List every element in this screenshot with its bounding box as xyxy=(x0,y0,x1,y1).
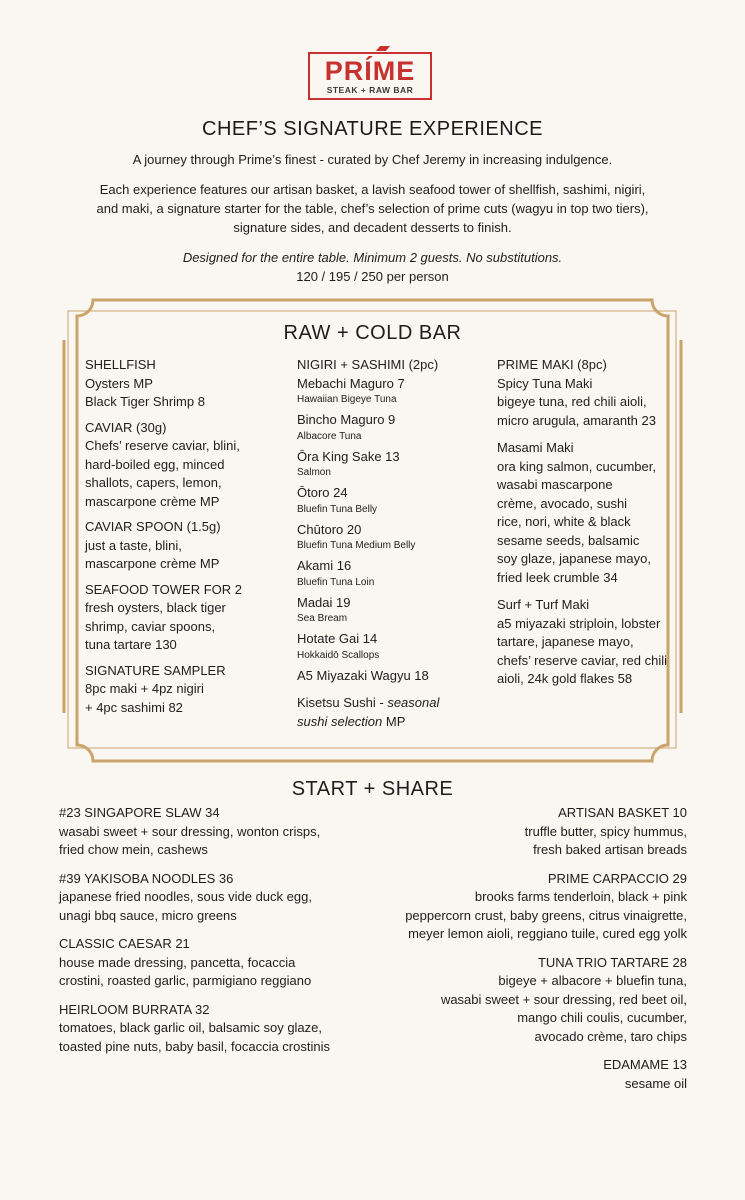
kisetsu-name: Kisetsu Sushi - xyxy=(297,695,384,710)
start-share-left-column xyxy=(59,804,389,1066)
menu-item-description: rice, nori, white & black xyxy=(497,514,631,529)
nigiri-item xyxy=(297,594,487,627)
menu-item-description: Black Tiger Shrimp 8 xyxy=(85,394,205,409)
nigiri-item xyxy=(297,375,487,408)
menu-item-description: just a taste, blini, xyxy=(85,537,182,553)
raw-bar-shellfish-column xyxy=(85,356,270,724)
nigiri-name: Hotate Gai 14 xyxy=(297,631,378,646)
nigiri-subtitle: Bluefin Tuna Loin xyxy=(297,576,375,588)
menu-item-name: #23 SINGAPORE SLAW 34 xyxy=(59,805,220,820)
menu-item-name: #39 YAKISOBA NOODLES 36 xyxy=(59,870,234,886)
nigiri-name: Ōtoro 24 xyxy=(297,485,348,500)
menu-item-description: aioli, 24k gold flakes 58 xyxy=(497,671,633,686)
menu-item-description: shallots, capers, lemon, xyxy=(85,475,222,490)
menu-item-description: wasabi sweet + sour dressing, red beet oil, xyxy=(440,991,687,1007)
nigiri-name: Bincho Maguro 9 xyxy=(297,412,396,427)
menu-item-description: micro arugula, amaranth 23 xyxy=(497,412,656,428)
menu-item-description: house made dressing, pancetta, focaccia xyxy=(59,954,296,970)
intro-text: A journey through Prime’s finest - curated by Chef Jeremy in increasing indulgence. xyxy=(132,152,613,167)
menu-item-name: PRIME CARPACCIO 29 xyxy=(547,870,687,886)
menu-item-description: 8pc maki + 4pz nigiri xyxy=(85,681,204,696)
menu-item-description: mascarpone crème MP xyxy=(85,556,220,571)
menu-item-description: + 4pc sashimi 82 xyxy=(85,699,183,715)
starter-item xyxy=(59,804,389,860)
starter-item xyxy=(347,804,687,860)
kisetsu-price: MP xyxy=(385,713,406,729)
menu-item-name: Surf + Turf Maki xyxy=(497,597,590,612)
menu-item-name: Spicy Tuna Maki xyxy=(497,375,593,391)
starter-item xyxy=(347,954,687,1047)
menu-item-name: TUNA TRIO TARTARE 28 xyxy=(537,954,687,970)
menu-item-name: ARTISAN BASKET 10 xyxy=(558,805,687,820)
raw-bar-title: RAW + COLD BAR xyxy=(283,322,462,344)
nigiri-subtitle: Sea Bream xyxy=(297,613,348,624)
nigiri-item xyxy=(297,667,487,686)
nigiri-name: Chūtoro 20 xyxy=(297,521,362,537)
menu-item-name: Masami Maki xyxy=(497,440,574,455)
menu-item-description: bigeye + albacore + bluefin tuna, xyxy=(498,973,687,988)
start-share-right-column xyxy=(347,804,687,1103)
menu-item xyxy=(85,419,270,512)
price-tiers: 120 / 195 / 250 per person xyxy=(296,269,449,284)
nigiri-item xyxy=(297,484,487,517)
menu-item-description: crostini, roasted garlic, parmigiano reggiano xyxy=(59,973,312,988)
menu-item xyxy=(85,518,270,574)
menu-item-description: tuna tartare 130 xyxy=(85,637,177,652)
menu-item-name: CAVIAR (30g) xyxy=(85,419,167,435)
nigiri-subtitle: Albacore Tuna xyxy=(297,430,362,442)
menu-item-description: peppercorn crust, baby greens, citrus vinaigrette, xyxy=(405,907,687,923)
menu-item-name: SEAFOOD TOWER FOR 2 xyxy=(85,581,242,597)
menu-item-description: fried chow mein, cashews xyxy=(59,842,208,857)
menu-item-description: ora king salmon, cucumber, xyxy=(497,458,656,474)
nigiri-subtitle: Hawaiian Bigeye Tuna xyxy=(297,394,397,405)
nigiri-name: Mebachi Maguro 7 xyxy=(297,375,405,391)
nigiri-item xyxy=(297,411,487,444)
menu-item-description: sesame seeds, balsamic xyxy=(497,532,640,548)
menu-item-description: chefs’ reserve caviar, red chili xyxy=(497,652,668,668)
menu-item-description: japanese fried noodles, sous vide duck egg, xyxy=(59,889,312,904)
menu-item-description: Chefs’ reserve caviar, blini, xyxy=(85,438,240,453)
menu-item-name: HEIRLOOM BURRATA 32 xyxy=(59,1001,210,1017)
menu-item-name: SIGNATURE SAMPLER xyxy=(85,662,226,678)
maki-item xyxy=(497,375,677,431)
menu-item-description: fresh baked artisan breads xyxy=(533,842,687,857)
maki-item xyxy=(497,439,677,587)
menu-item-name: CLASSIC CAESAR 21 xyxy=(59,936,190,951)
nigiri-item xyxy=(297,521,487,554)
menu-item-description: unagi bbq sauce, micro greens xyxy=(59,907,237,923)
menu-item xyxy=(85,356,270,412)
menu-item-description: tomatoes, black garlic oil, balsamic soy glaze, xyxy=(59,1020,323,1035)
nigiri-name: Madai 19 xyxy=(297,594,351,610)
starter-item xyxy=(59,870,389,926)
nigiri-item xyxy=(297,557,487,590)
nigiri-name: Akami 16 xyxy=(297,558,352,573)
nigiri-header: NIGIRI + SASHIMI (2pc) xyxy=(297,357,439,372)
start-share-title: START + SHARE xyxy=(291,778,454,800)
menu-item-description: hard-boiled egg, minced xyxy=(85,456,225,472)
menu-item-name: SHELLFISH xyxy=(85,357,156,372)
starter-item xyxy=(347,1056,687,1093)
logo-tagline: STEAK + RAW BAR xyxy=(326,85,414,95)
menu-item-description: fresh oysters, black tiger xyxy=(85,600,226,615)
menu-item-description: brooks farms tenderloin, black + pink xyxy=(474,889,687,904)
menu-item-description: wasabi mascarpone xyxy=(497,477,613,492)
kisetsu-item xyxy=(297,694,487,731)
nigiri-subtitle: Bluefin Tuna Medium Belly xyxy=(297,540,416,551)
maki-header: PRIME MAKI (8pc) xyxy=(497,357,607,372)
menu-item xyxy=(85,662,270,718)
kisetsu-desc-1: seasonal xyxy=(387,695,440,710)
menu-item-description: Oysters MP xyxy=(85,375,153,391)
menu-item-description: wasabi sweet + sour dressing, wonton crisps, xyxy=(59,823,321,839)
page-title: CHEF’S SIGNATURE EXPERIENCE xyxy=(202,118,543,140)
menu-item-description: bigeye tuna, red chili aioli, xyxy=(497,394,647,409)
starter-item xyxy=(59,935,389,991)
menu-item-name: CAVIAR SPOON (1.5g) xyxy=(85,519,221,534)
menu-item-description: sesame oil xyxy=(624,1075,687,1091)
menu-item-description: tartare, japanese mayo, xyxy=(497,634,634,649)
menu-item-name: EDAMAME 13 xyxy=(603,1057,687,1072)
description-line-3: signature sides, and decadent desserts to finish. xyxy=(233,220,512,235)
menu-item-description: crème, avocado, sushi xyxy=(497,495,628,511)
nigiri-subtitle: Hokkaidō Scallops xyxy=(297,649,380,661)
table-note: Designed for the entire table. Minimum 2 guests. No substitutions. xyxy=(182,250,563,265)
starter-item xyxy=(347,870,687,944)
maki-item xyxy=(497,596,677,689)
menu-item-description: avocado crème, taro chips xyxy=(534,1028,687,1044)
raw-bar-nigiri-column xyxy=(297,356,487,731)
menu-item-description: a5 miyazaki striploin, lobster xyxy=(497,615,661,631)
starter-item xyxy=(59,1001,389,1057)
nigiri-item xyxy=(297,448,487,481)
menu-item-description: mango chili coulis, cucumber, xyxy=(517,1010,687,1025)
menu-item-description: soy glaze, japanese mayo, xyxy=(497,551,651,566)
menu-item-description: toasted pine nuts, baby basil, focaccia crostinis xyxy=(59,1038,330,1054)
menu-item xyxy=(85,581,270,655)
menu-item-description: meyer lemon aioli, reggiano tuile, cured egg yolk xyxy=(408,926,687,941)
nigiri-item xyxy=(297,630,487,663)
raw-bar-maki-column xyxy=(497,356,677,698)
logo-wordmark: PRÍME xyxy=(324,56,416,86)
nigiri-name: Ōra King Sake 13 xyxy=(297,448,400,464)
description-line-2: and maki, a signature starter for the table, chef’s selection of prime cuts (wagyu in top two tiers), xyxy=(96,201,649,216)
description-line-1: Each experience features our artisan basket, a lavish seafood tower of shellfish, sashimi, nigiri, xyxy=(99,182,646,197)
menu-item-description: fried leek crumble 34 xyxy=(497,569,618,585)
nigiri-subtitle: Salmon xyxy=(297,467,331,478)
menu-item-description: truffle butter, spicy hummus, xyxy=(524,823,687,839)
kisetsu-desc-2: sushi selection xyxy=(297,713,383,729)
nigiri-subtitle: Bluefin Tuna Belly xyxy=(297,503,378,515)
menu-item-description: mascarpone crème MP xyxy=(85,493,220,509)
nigiri-name: A5 Miyazaki Wagyu 18 xyxy=(297,667,429,683)
menu-item-description: shrimp, caviar spoons, xyxy=(85,618,216,634)
